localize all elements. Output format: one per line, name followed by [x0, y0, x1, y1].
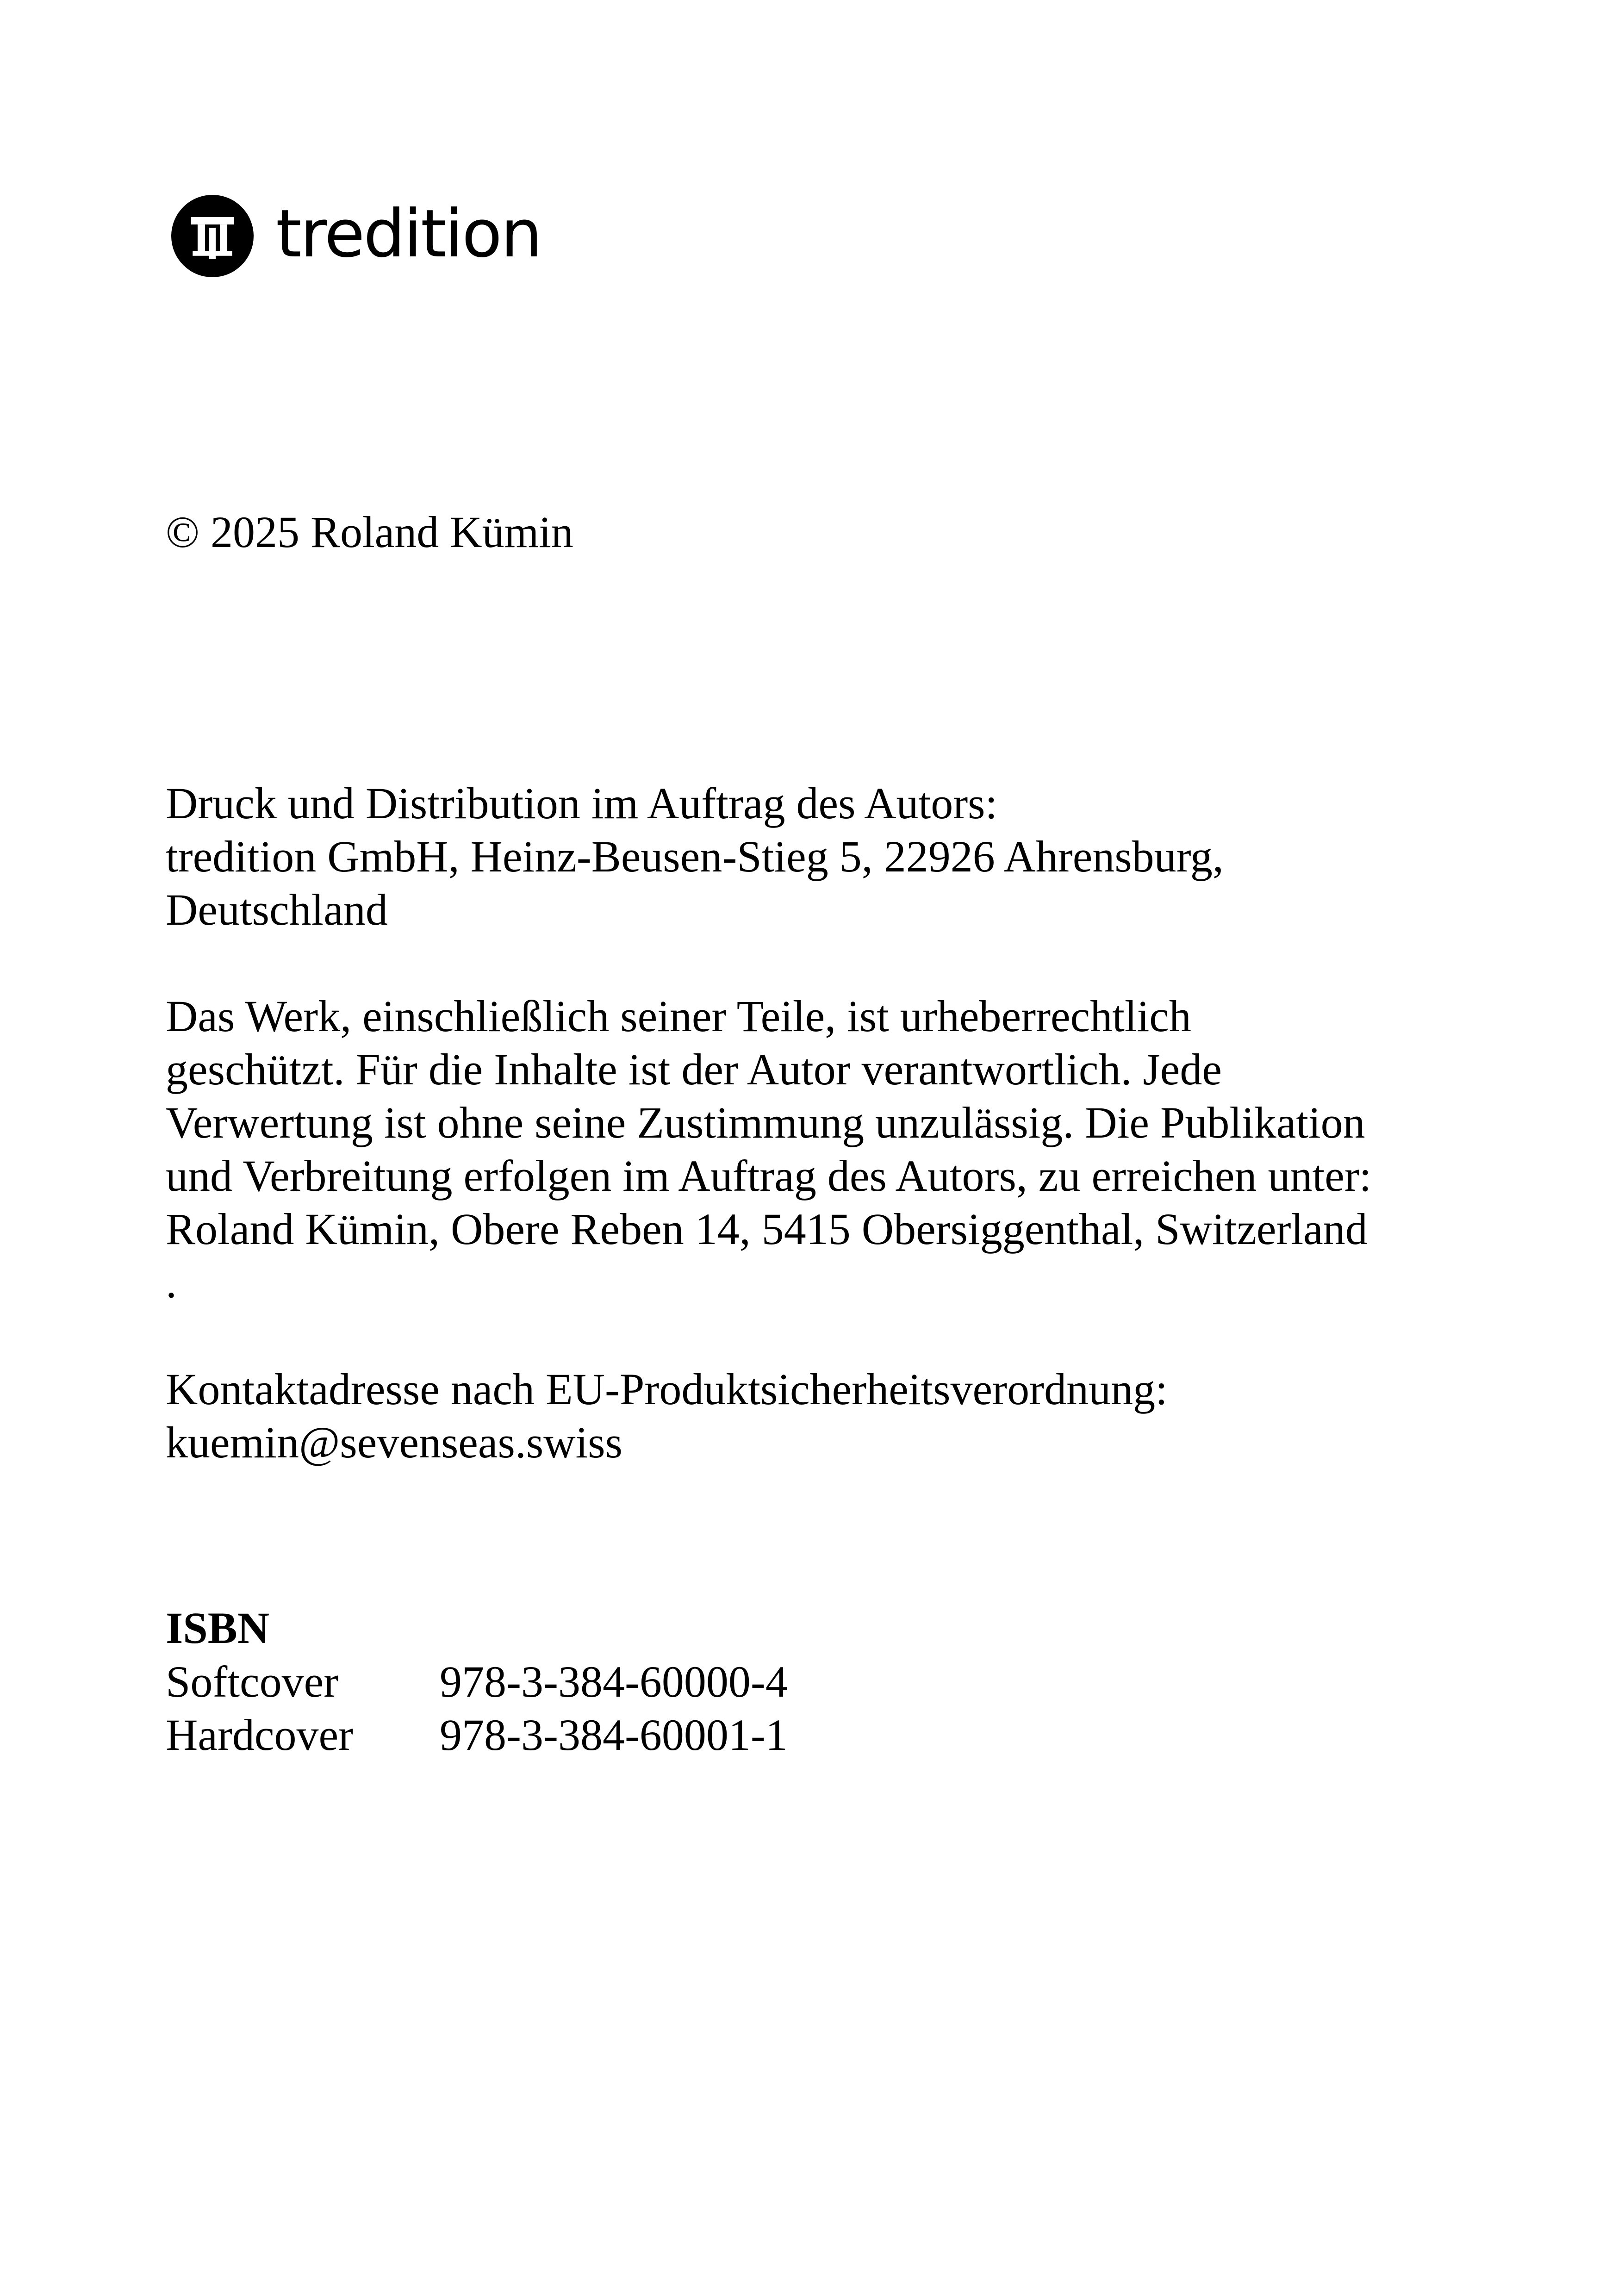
contact-line: Kontaktadresse nach EU-Produktsicherheitsverordnung:: [166, 1364, 1168, 1414]
isbn-heading: ISBN: [166, 1603, 270, 1653]
publisher-logo: [171, 194, 541, 278]
isbn-number: 978-3-384-60000-4: [440, 1657, 788, 1706]
isbn-type: Softcover: [166, 1657, 339, 1706]
copyright-notice: © 2025 Roland Kümin: [166, 507, 573, 557]
printing-line: Druck und Distribution im Auftrag des Autors:: [166, 778, 998, 828]
rights-line: Roland Kümin, Obere Reben 14, 5415 Obersiggenthal, Switzerland: [166, 1204, 1368, 1254]
printing-line: tredition GmbH, Heinz-Beusen-Stieg 5, 22926 Ahrensburg,: [166, 832, 1224, 881]
isbn-type: Hardcover: [166, 1710, 354, 1760]
rights-line: und Verbreitung erfolgen im Auftrag des Autors, zu erreichen unter:: [166, 1151, 1372, 1201]
rights-line: .: [166, 1257, 177, 1307]
rights-line: Das Werk, einschließlich seiner Teile, ist urheberrechtlich: [166, 991, 1191, 1041]
rights-line: Verwertung ist ohne seine Zustimmung unzulässig. Die Publikation: [166, 1098, 1365, 1147]
rights-statement: [166, 989, 1371, 1309]
isbn-row: [166, 1655, 788, 1708]
isbn-row: [166, 1708, 788, 1761]
rights-line: geschützt. Für die Inhalte ist der Autor verantwortlich. Jede: [166, 1045, 1222, 1094]
isbn-list: [166, 1655, 788, 1761]
contact-email: kuemin@sevenseas.swiss: [166, 1418, 622, 1467]
contact-address: [166, 1363, 1168, 1469]
isbn-number: 978-3-384-60001-1: [440, 1710, 788, 1760]
logo-wordmark: tredition: [276, 196, 541, 272]
tredition-logo-icon: [171, 195, 254, 277]
printing-distribution: [166, 777, 1224, 936]
printing-line: Deutschland: [166, 885, 388, 934]
